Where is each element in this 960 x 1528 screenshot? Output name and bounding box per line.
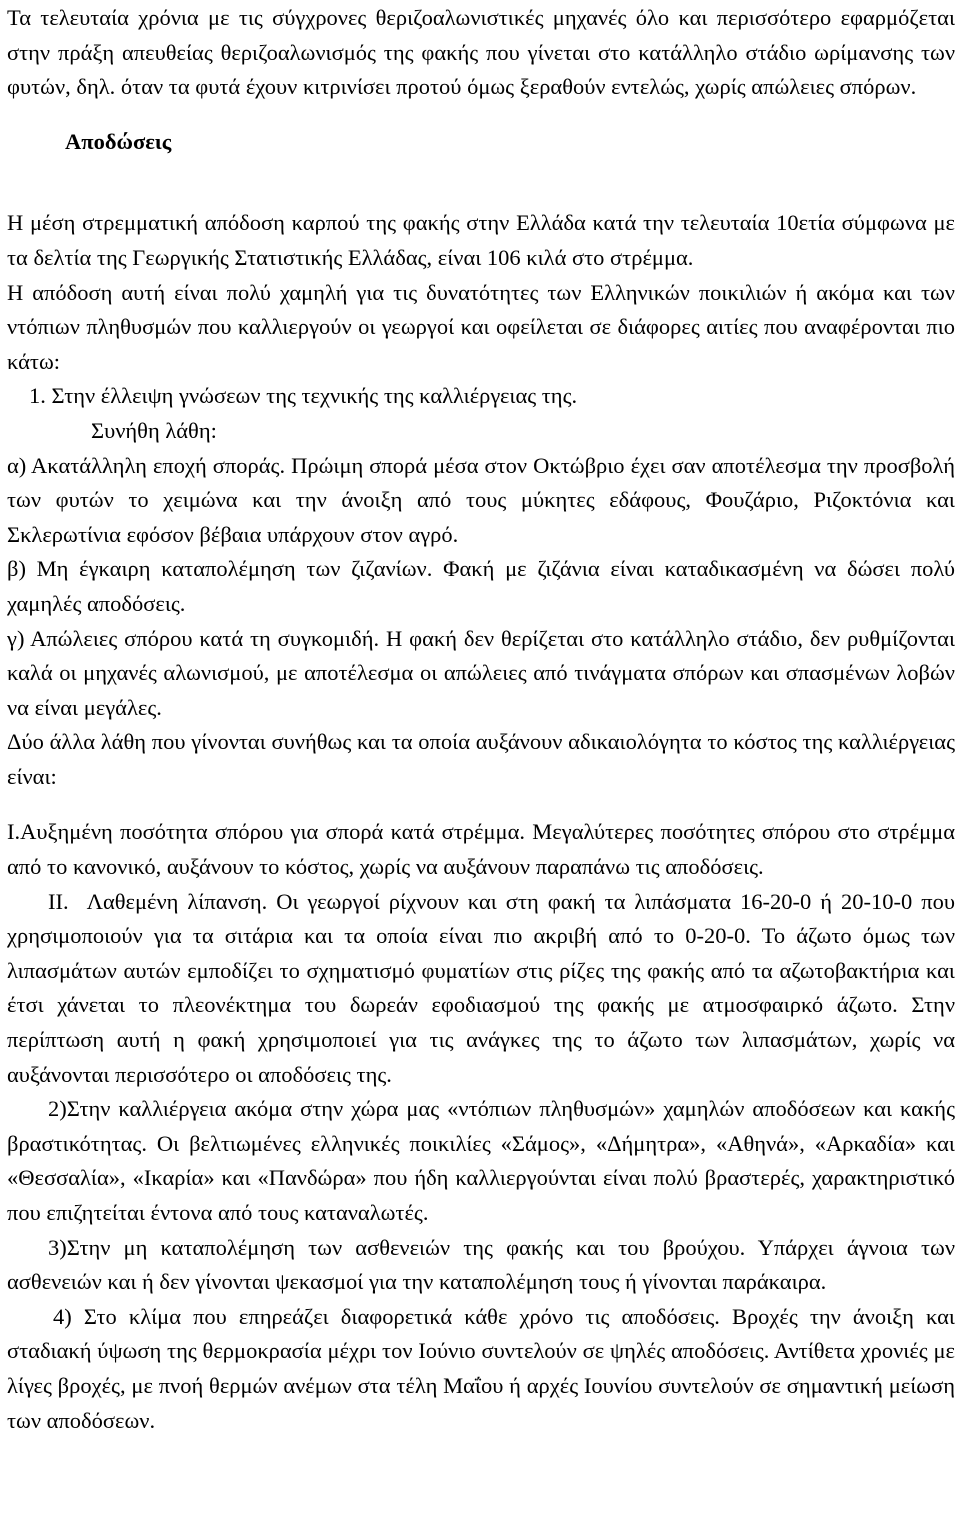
error-b-paragraph [7,552,955,621]
error-c-paragraph [7,622,955,726]
cause-item-1: 1. Στην έλλειψη γνώσεων της τεχνικής της καλλιέργειας της. [29,383,578,409]
cause-item-3 [7,1231,955,1300]
cause-item-3-number: 3) [48,1234,67,1260]
cause-item-2-text: Στην καλλιέργεια ακόμα στην χώρα μας «ντόπιων πληθυσμών» χαμηλών αποδόσεων και κακής βραστικότητας. Οι βελτιωμένες ελληνικές ποικιλίες «Σάμος», «Δήμητρα», «Αθηνά», «Αρκαδία» και «Θεσσαλία», «Ικαρία» και «Πανδώρα» που ήδη καλλιεργούνται είναι πολύ βραστερές, χαρακτηριστικό που επιζητείται έντονα από τους καταναλωτές. [7,1096,955,1225]
error-a-body: Πρώιμη σπορά μέσα στον Οκτώβριο έχει σαν αποτέλεσμα την προσβολή των φυτών το χειμώνα και την άνοιξη από τους μύκητες εδάφους, Φουζάριο, Ριζοκτόνια και Σκλερωτίνια εφόσον βέβαια υπάρχουν στον αγρό. [7,452,956,547]
roman-item-1-body: Μεγαλύτερες ποσότητες σπόρου στο στρέμμα από το κανονικό, αυξάνουν το κόστος, χωρίς να αυξάνουν παραπάνω τις αποδόσεις. [7,819,955,880]
error-a-title: α) Ακατάλληλη εποχή σποράς. [7,452,286,478]
low-yield-paragraph: Η απόδοση αυτή είναι πολύ χαμηλή για τις δυνατότητες των Ελληνικών ποικιλιών ή ακόμα και των ντόπιων πληθυσμών που καλλιεργούν οι γεωργοί και οφείλεται σε διάφορες αιτίες που αναφέρονται πιο κάτω: [7,279,955,374]
error-b-body: Φακή με ζιζάνια είναι καταδικασμένη να δώσει πολύ χαμηλές αποδόσεις. [7,556,955,616]
cause-item-4-number: 4) [53,1303,72,1329]
error-c-title: γ) Απώλειες σπόρου κατά τη συγκομιδή. [7,625,380,651]
cause-item-4 [7,1300,955,1438]
cause-item-2 [7,1092,955,1230]
common-errors-label: Συνήθη λάθη: [91,417,217,443]
cause-item-2-number: 2) [48,1096,67,1122]
roman-item-2-body: Οι γεωργοί ρίχνουν και στη φακή τα λιπάσματα 16-20-0 ή 20-10-0 που χρησιμοποιούν για τα σιτάρια και τα οποία είναι πιο ακριβή από το 0-20-0. Το άζωτο όμως των λιπασμάτων αυτών εμποδίζει το σχηματισμό φυματίων στις ρίζες της φακής από τα αζωτοβακτήρια και έτσι χάνεται το πλεονέκτημα του δωρεάν εφοδιασμού της φακής με ατμοσφαιρκό άζωτο. Στην περίπτωση αυτή η φακή χρησιμοποιεί για τις ανάγκες της το άζωτο των λιπασμάτων, χωρίς να αυξάνονται περισσότερο οι αποδόσεις της. [7,888,956,1087]
roman-item-2 [7,885,955,1093]
two-more-errors-paragraph: Δύο άλλα λάθη που γίνονται συνήθως και τα οποία αυξάνουν αδικαιολόγητα το κόστος της καλλιέργειας είναι: [7,729,955,789]
roman-item-2-number: II. [48,888,69,914]
error-b-title: β) Μη έγκαιρη καταπολέμηση των ζιζανίων. [7,556,433,582]
roman-item-2-title: Λαθεμένη λίπανση. [86,888,268,914]
yield-paragraph: Η μέση στρεμματική απόδοση καρπού της φακής στην Ελλάδα κατά την τελευταία 10ετία σύμφωνα με τα δελτία της Γεωργικής Στατιστικής Ελλάδας, είναι 106 κιλά στο στρέμμα. [7,210,955,270]
cause-item-4-text: Στο κλίμα που επηρεάζει διαφορετικά κάθε χρόνο τις αποδόσεις. Βροχές την άνοιξη και σταδιακή ύψωση της θερμοκρασία μέχρι τον Ιούνιο συντελούν σε ψηλές αποδόσεις. Αντίθετα χρονιές με λίγες βροχές, με πνοή θερμών ανέμων στα τέλη Μαΐου ή αρχές Ιουνίου συντελούν σε σημαντική μείωση των αποδόσεων. [7,1303,955,1433]
error-c-body: Η φακή δεν θερίζεται στο κατάλληλο στάδιο, δεν ρυθμίζονται καλά οι μηχανές αλωνισμού, με αποτέλεσμα οι απώλειες από τινάγματα σπόρων και σπασμένων λοβών να είναι μεγάλες. [7,625,956,720]
document-page [7,0,955,1438]
section-heading: Αποδώσεις [65,128,172,154]
cause-item-3-text: Στην μη καταπολέμηση των ασθενειών της φακής και του βρούχου. Υπάρχει άγνοια των ασθενειών και ή δεν γίνονται ψεκασμοί για την καταπολέμηση τους ή γίνονται παράκαιρα. [7,1234,955,1295]
roman-item-1 [7,815,955,884]
intro-paragraph: Τα τελευταία χρόνια με τις σύγχρονες θεριζοαλωνιστικές μηχανές όλο και περισσότερο εφαρμόζεται στην πράξη απευθείας θεριζοαλωνισμός της φακής που γίνεται στο κατάλληλο στάδιο ωρίμανσης των φυτών, δηλ. όταν τα φυτά έχουν κιτρινίσει προτού όμως ξεραθούν εντελώς, χωρίς απώλειες σπόρων. [7,5,955,100]
roman-item-1-number: I. [7,819,21,845]
roman-item-1-title: Αυξημένη ποσότητα σπόρου για σπορά κατά στρέμμα. [20,819,526,845]
error-a-paragraph [7,449,955,553]
